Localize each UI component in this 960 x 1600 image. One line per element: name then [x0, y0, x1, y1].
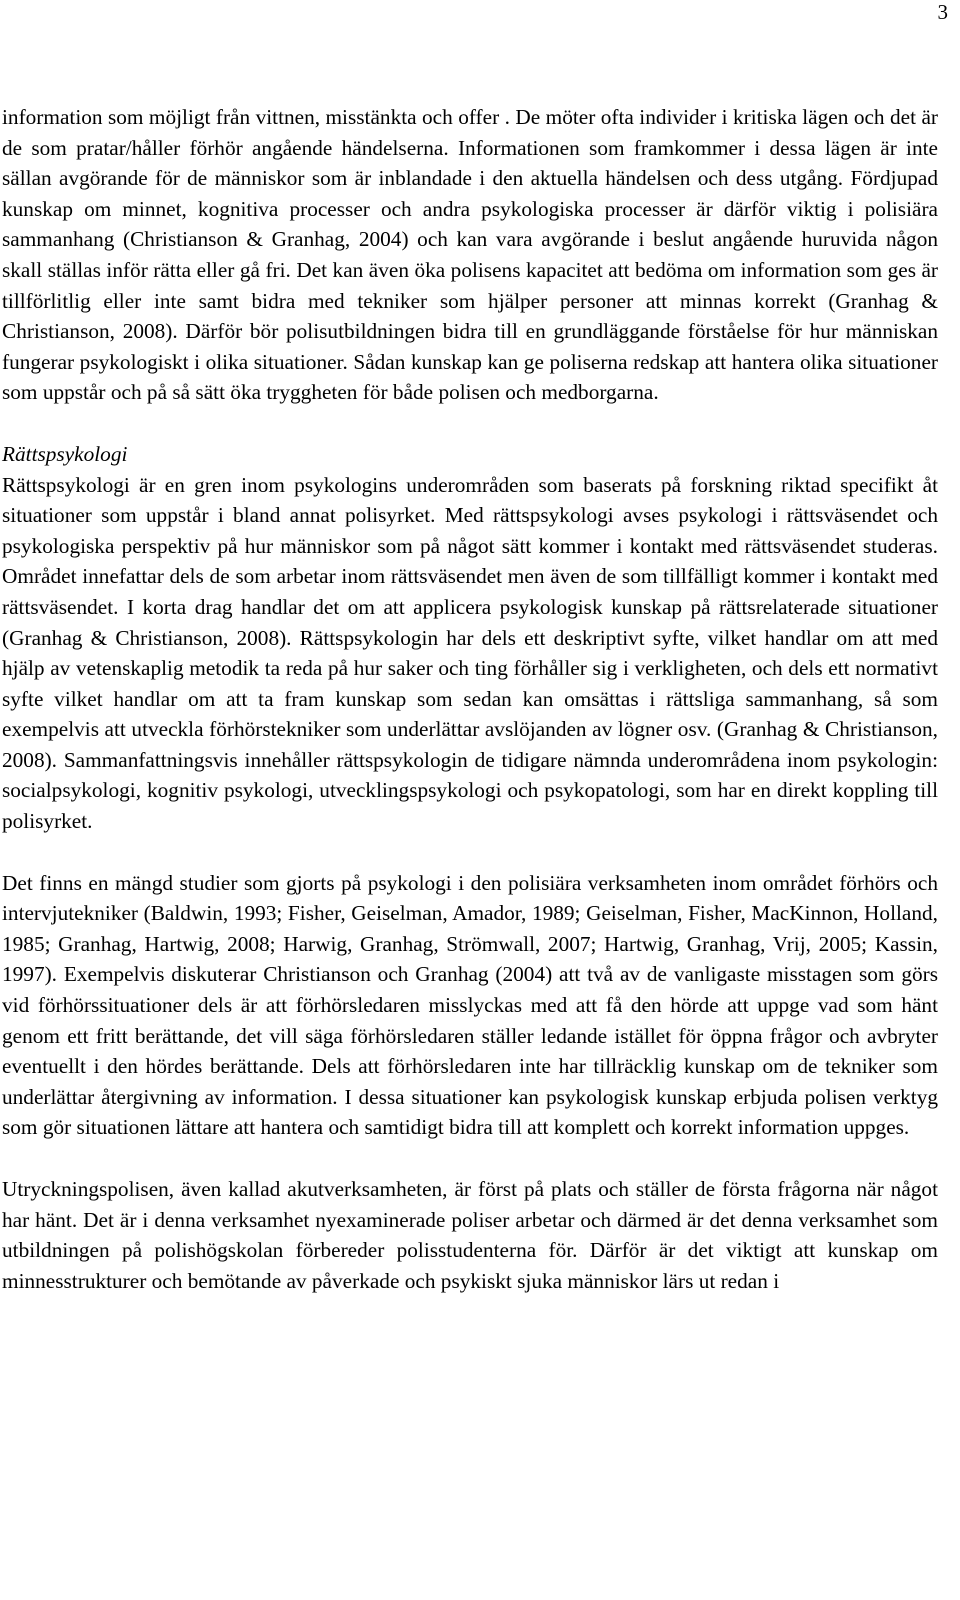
- paragraph-utryckningspolisen: Utryckningspolisen, även kallad akutverksamheten, är först på plats och ställer de första frågorna när något har hänt. Det är i denna verksamhet nyexaminerade poliser arbetar och därmed är det denna verksamhet som utbildningen på polishögskolan förbereder polisstudenterna för. Därför är det viktigt att kunskap om minnesstrukturer och bemötande av påverkade och psykiskt sjuka människor lärs ut redan i: [2, 1177, 938, 1293]
- paragraph-rattspsykologi: Rättspsykologi är en gren inom psykologins underområden som baserats på forskning riktad specifikt åt situationer som uppstår i bland annat polisyrket. Med rättspsykologi avses psykologi i rättsväsendet och psykologiska perspektiv på hur människor som på något sätt kommer i kontakt med rättsväsendet studeras. Området innefattar dels de som arbetar inom rättsväsendet men även de som tillfälligt kommer i kontakt med rättsväsendet. I korta drag handlar det om att applicera psykologisk kunskap på rättsrelaterade situationer (Granhag & Christianson, 2008). Rättspsykologin har dels ett deskriptivt syfte, vilket handlar om att med hjälp av vetenskaplig metodik ta reda på hur saker och ting förhåller sig i verkligheten, och dels ett normativt syfte vilket handlar om att ta fram kunskap som sedan kan omsättas i rättsliga sammanhang, så som exempelvis att utveckla förhörstekniker som underlättar avslöjanden av lögner osv. (Granhag & Christianson, 2008). Sammanfattningsvis innehåller rättspsykologin de tidigare nämnda underområdena inom psykologin: socialpsykologi, kognitiv psykologi, utvecklingspsykologi och psykopatologi, som har en direkt koppling till polisyrket.: [2, 472, 938, 834]
- section-heading-rattspsykologi: Rättspsykologi: [2, 441, 128, 466]
- page-number: 3: [937, 0, 948, 24]
- paragraph-studies: Det finns en mängd studier som gjorts på psykologi i den polisiära verksamheten inom området förhörs och intervjutekniker (Baldwin, 1993; Fisher, Geiselman, Amador, 1989; Geiselman, Fisher, MacKinnon, Holland, 1985; Granhag, Hartwig, 2008; Harwig, Granhag, Strömwall, 2007; Hartwig, Granhag, Vrij, 2005; Kassin, 1997). Exempelvis diskuterar Christianson och Granhag (2004) att två av de vanligaste misstagen som görs vid förhörssituationer dels är att förhörsledaren misslyckas med att få den hörde att uppge vad som hänt genom ett fritt berättande, det vill säga förhörsledaren ställer ledande istället för öppna frågor och avbryter eventuellt i den hördes berättande. Dels att förhörsledaren inte har tillräcklig kunskap om de tekniker som underlättar återgivning av information. I dessa situationer kan psykologisk kunskap erbjuda polisen verktyg som gör situationen lättare att hantera och samtidigt bidra till att komplett och korrekt information uppges.: [2, 870, 938, 1140]
- paragraph-intro: information som möjligt från vittnen, misstänkta och offer . De möter ofta individer i kritiska lägen och det är de som pratar/håller förhör angående händelserna. Informationen som framkommer i dessa lägen är inte sällan avgörande för de människor som är inblandade i den aktuella händelsen och dess utgång. Fördjupad kunskap om minnet, kognitiva processer och andra psykologiska processer är därför viktig i polisiära sammanhang (Christianson & Granhag, 2004) och kan vara avgörande i beslut angående huruvida någon skall ställas inför rätta eller gå fri. Det kan även öka polisens kapacitet att bedöma om information som ges är tillförlitlig eller inte samt bidra med tekniker som hjälper personer att minnas korrekt (Granhag & Christianson, 2008). Därför bör polisutbildningen bidra till en grundläggande förståelse för hur människan fungerar psykologiskt i olika situationer. Sådan kunskap kan ge poliserna redskap att hantera olika situationer som uppstår och på så sätt öka tryggheten för både polisen och medborgarna.: [2, 105, 938, 405]
- document-body: [2, 102, 938, 1296]
